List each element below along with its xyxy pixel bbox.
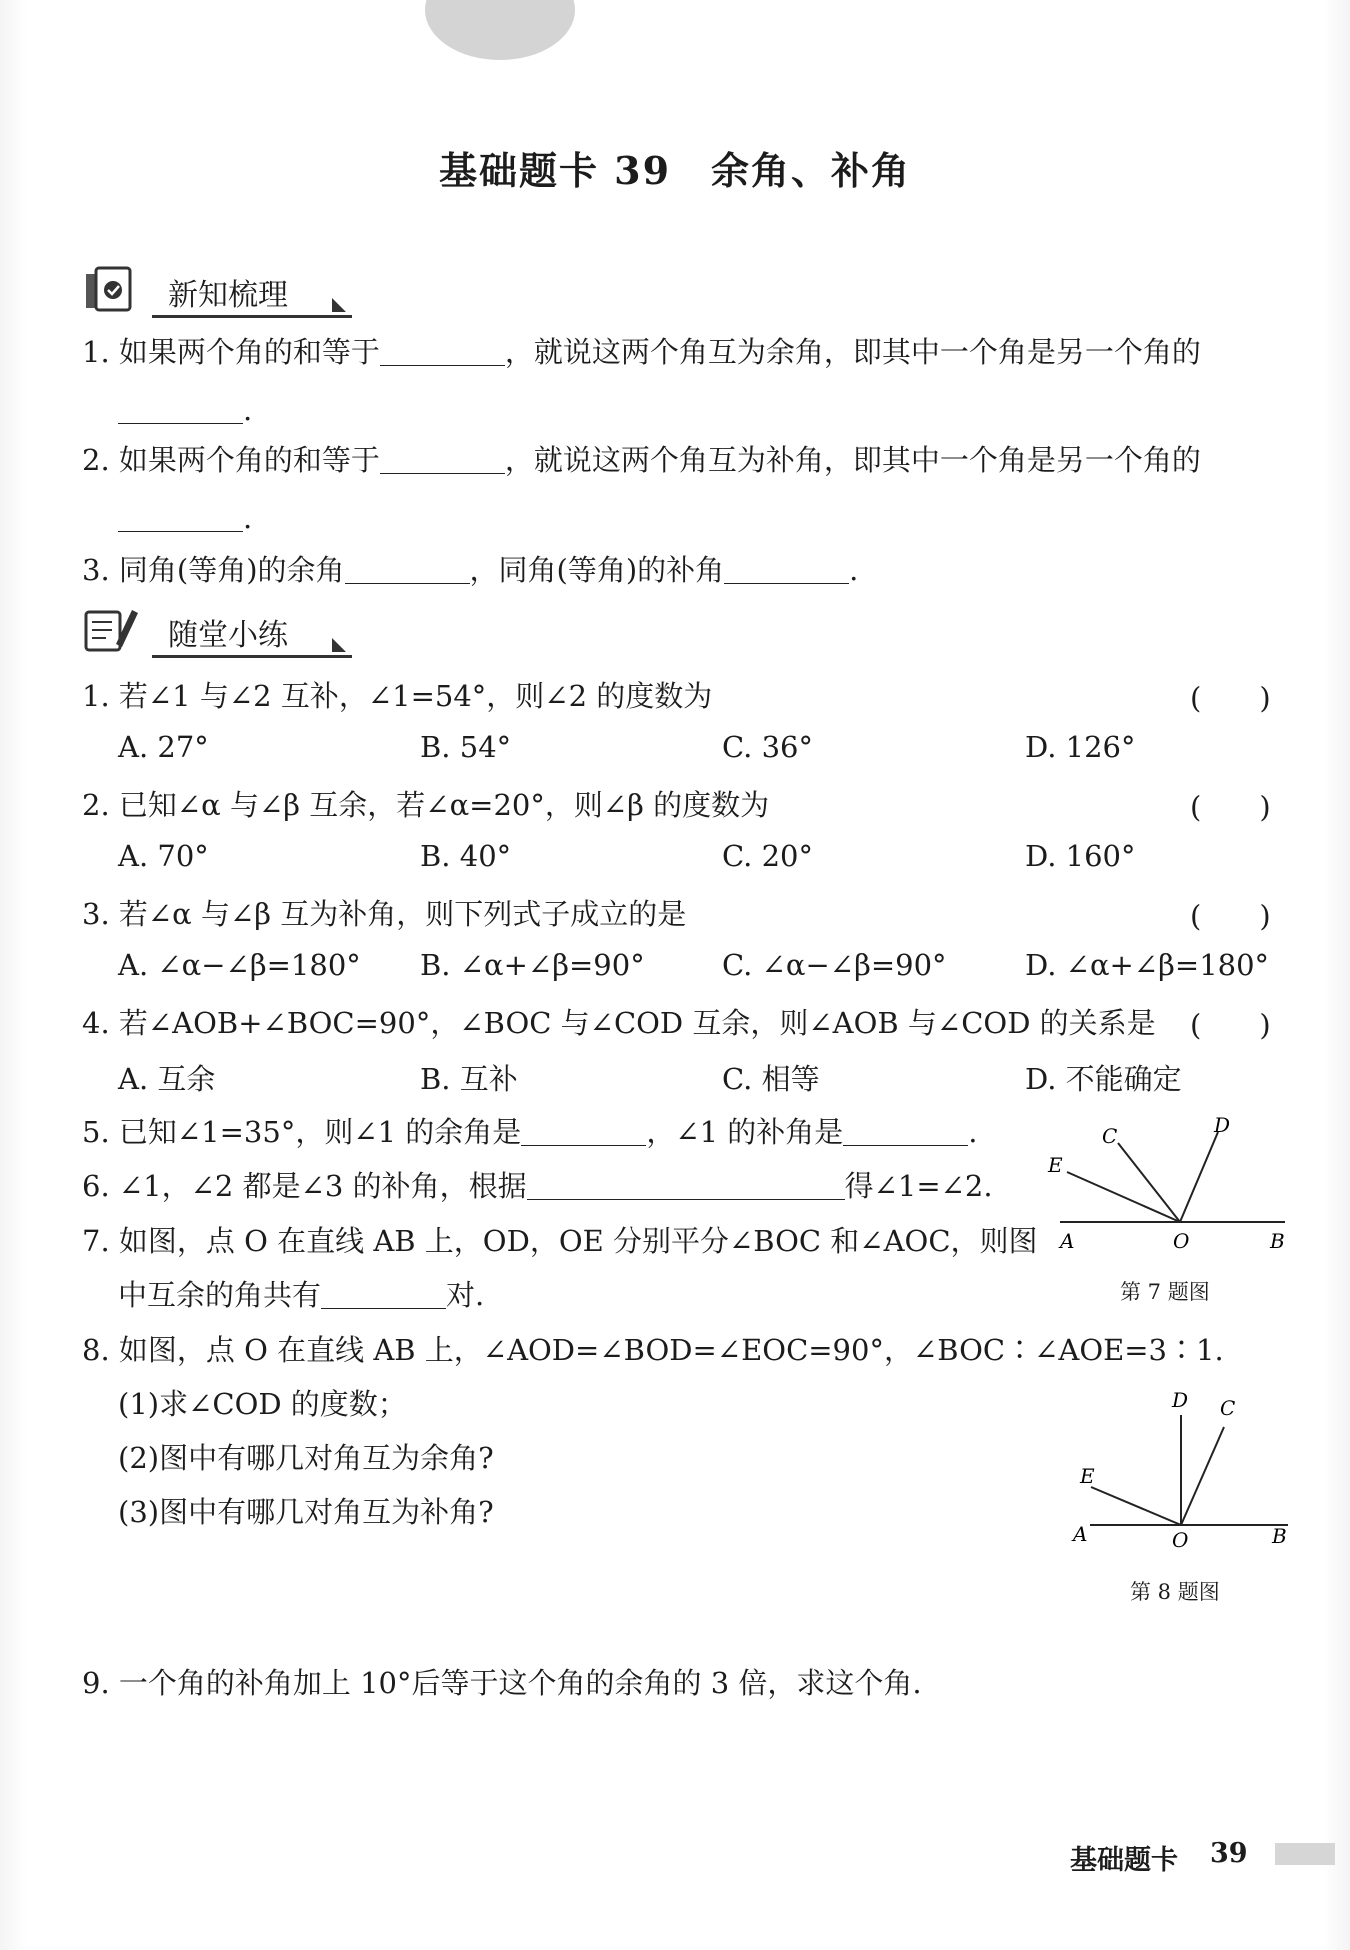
footer-bar — [1275, 1843, 1335, 1865]
option-b[interactable]: B. 54° — [420, 730, 512, 764]
answer-blank[interactable] — [118, 393, 243, 424]
option-b[interactable]: B. 40° — [420, 839, 512, 873]
answer-blank[interactable] — [380, 335, 505, 366]
point-label-b: B — [1272, 1524, 1287, 1548]
answer-paren[interactable]: ( ) — [1190, 790, 1271, 824]
answer-blank[interactable] — [321, 1278, 446, 1309]
answer-paren[interactable]: ( ) — [1190, 681, 1271, 715]
section-label: 随堂小练 — [168, 618, 288, 653]
practice-question-5: 5. 已知∠1=35°，则∠1 的余角是 ，∠1 的补角是 . — [82, 1115, 978, 1149]
answer-blank[interactable] — [345, 553, 470, 584]
section-label: 新知梳理 — [168, 278, 288, 313]
option-c[interactable]: C. 20° — [722, 839, 813, 873]
page-title: 基础题卡 39 余角、补角 — [438, 148, 912, 193]
figure-8-caption: 第 8 题图 — [1130, 1580, 1220, 1604]
figure-8-diagram — [1060, 1385, 1300, 1555]
practice-question-8-part-2: (2)图中有哪几对角互为余角? — [118, 1441, 494, 1475]
point-label-a: A — [1073, 1522, 1088, 1546]
notebook-icon — [82, 264, 144, 314]
practice-question-3: 3. 若∠α 与∠β 互为补角，则下列式子成立的是 — [82, 897, 687, 931]
concept-question-2-cont: . — [118, 498, 252, 538]
figure-7-caption: 第 7 题图 — [1120, 1280, 1210, 1304]
practice-question-9: 9. 一个角的补角加上 10°后等于这个角的余角的 3 倍，求这个角. — [82, 1666, 922, 1700]
practice-question-7-cont: 中互余的角共有 对. — [118, 1278, 485, 1312]
concept-question-2: 2. 如果两个角的和等于 ，就说这两个角互为补角，即其中一个角是另一个角的 — [82, 443, 1201, 477]
answer-blank[interactable] — [521, 1115, 646, 1146]
practice-question-6: 6. ∠1，∠2 都是∠3 的补角，根据 得∠1=∠2. — [82, 1169, 993, 1203]
ray-oc — [1118, 1143, 1180, 1222]
point-label-d: D — [1214, 1113, 1231, 1137]
option-a[interactable]: A. 70° — [118, 839, 209, 873]
practice-question-8: 8. 如图，点 O 在直线 AB 上，∠AOD=∠BOD=∠EOC=90°，∠BOC∶∠AOE=3∶1. — [82, 1333, 1224, 1367]
option-d[interactable]: D. 不能确定 — [1025, 1062, 1182, 1096]
point-label-o: O — [1173, 1229, 1190, 1253]
pencil-notebook-icon — [82, 604, 144, 654]
answer-blank[interactable] — [380, 443, 505, 474]
option-b[interactable]: B. 互补 — [420, 1062, 518, 1096]
ray-oc — [1181, 1427, 1224, 1525]
practice-question-8-part-3: (3)图中有哪几对角互为补角? — [118, 1495, 494, 1529]
section-header-concepts — [82, 262, 352, 318]
answer-blank[interactable] — [527, 1169, 845, 1200]
point-label-e: E — [1080, 1464, 1095, 1488]
point-label-d: D — [1172, 1388, 1189, 1412]
practice-question-2: 2. 已知∠α 与∠β 互余，若∠α=20°，则∠β 的度数为 — [82, 788, 770, 822]
option-b[interactable]: B. ∠α+∠β=90° — [420, 948, 645, 982]
point-label-b: B — [1270, 1229, 1285, 1253]
ray-oe — [1091, 1487, 1181, 1525]
ray-od — [1180, 1132, 1218, 1222]
point-label-e: E — [1048, 1153, 1063, 1177]
answer-blank[interactable] — [118, 501, 243, 532]
figure-7-diagram — [1040, 1110, 1300, 1260]
page-tab-decoration — [425, 0, 575, 60]
answer-blank[interactable] — [724, 553, 849, 584]
option-d[interactable]: D. 160° — [1025, 839, 1136, 873]
answer-paren[interactable]: ( ) — [1190, 899, 1271, 933]
section-header-practice — [82, 602, 352, 658]
practice-question-8-part-1: (1)求∠COD 的度数； — [118, 1387, 407, 1421]
point-label-a: A — [1060, 1229, 1075, 1253]
option-a[interactable]: A. 互余 — [118, 1062, 216, 1096]
option-a[interactable]: A. 27° — [118, 730, 209, 764]
answer-blank[interactable] — [843, 1115, 968, 1146]
option-c[interactable]: C. ∠α−∠β=90° — [722, 948, 947, 982]
practice-question-7: 7. 如图，点 O 在直线 AB 上，OD，OE 分别平分∠BOC 和∠AOC，则图 — [82, 1224, 1038, 1258]
ray-oe — [1067, 1172, 1180, 1222]
footer-title: 基础题卡 — [1070, 1845, 1178, 1876]
page-number: 39 — [1210, 1838, 1248, 1869]
option-a[interactable]: A. ∠α−∠β=180° — [118, 948, 361, 982]
practice-question-1: 1. 若∠1 与∠2 互补，∠1=54°，则∠2 的度数为 — [82, 679, 713, 713]
point-label-c: C — [1220, 1396, 1236, 1420]
concept-question-1: 1. 如果两个角的和等于 ，就说这两个角互为余角，即其中一个角是另一个角的 — [82, 335, 1201, 369]
option-c[interactable]: C. 相等 — [722, 1062, 820, 1096]
point-label-o: O — [1172, 1528, 1189, 1552]
option-c[interactable]: C. 36° — [722, 730, 813, 764]
concept-question-3: 3. 同角(等角)的余角 ，同角(等角)的补角 . — [82, 553, 859, 587]
answer-paren[interactable]: ( ) — [1190, 1008, 1271, 1042]
option-d[interactable]: D. 126° — [1025, 730, 1136, 764]
point-label-c: C — [1102, 1124, 1118, 1148]
practice-question-4: 4. 若∠AOB+∠BOC=90°，∠BOC 与∠COD 互余，则∠AOB 与∠COD 的关系是 — [82, 1006, 1156, 1040]
concept-question-1-cont: . — [118, 390, 252, 430]
option-d[interactable]: D. ∠α+∠β=180° — [1025, 948, 1270, 982]
